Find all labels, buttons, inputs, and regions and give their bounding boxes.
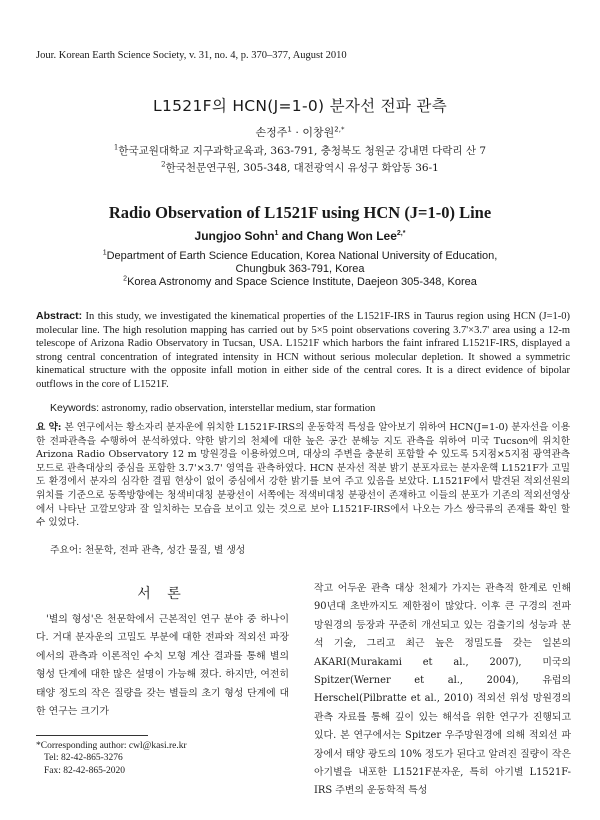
korean-abstract (36, 421, 570, 530)
author-separator: · (291, 126, 303, 139)
intro-right-column: 작고 어두운 관측 대상 천체가 가지는 관측적 한계로 인해 90년대 초반까지도 제한점이 많았다. 이후 큰 구경의 전파 망원경의 등장과 꾸준히 개선되고 있는 검출기의 성능과 분석 기술, 그리고 최근 높은 정밀도를 갖는 일본의 AKARI(Murakami et al., 2007), 미국의 Spitzer(Werner et al., 2004), 유럽의 Herschel(Pilbratte et al., 2010) 적외선 위성 망원경의 관측 자료를 통해 깊이 있는 해석을 위한 연구가 진행되고 있다. 본 연구에서는 Spitzer 우주망원경에 의해 적외선 파장에서 태양 광도의 10% 정도가 된다고 알려진 질량이 작은 아기별을 내포한 L1521F분자운, 특히 아기별 L1521F-IRS 주변의 운동학적 특성 (314, 583, 571, 797)
journal-citation: Jour. Korean Earth Science Society, v. 31, no. 4, p. 370–377, August 2010 (36, 50, 347, 61)
korean-affiliation-1-sup: 1 (113, 143, 119, 152)
korean-affiliation-1-text: 한국교원대학교 지구과학교육과, 363-791, 충청북도 청원군 강내면 다락리 산 7 (118, 145, 487, 157)
footnote-rule (36, 735, 148, 736)
korean-author-2-sup: 2,* (334, 125, 345, 134)
english-affiliation-1-line2: Chungbuk 363-791, Korea (235, 263, 365, 275)
english-affiliation-2-sup: 2 (123, 275, 128, 283)
korean-author-1: 손정주 (255, 126, 288, 139)
abstract-label: Abstract: (36, 310, 83, 322)
english-author-1: Jungjoo Sohn (194, 229, 275, 243)
keywords-text: astronomy, radio observation, interstellar medium, star formation (99, 403, 376, 414)
english-title: Radio Observation of L1521F using HCN (J=1-0) Line (108, 203, 492, 222)
english-author-2-sup: 2,* (396, 230, 406, 237)
english-affiliation-1-sup: 1 (102, 249, 107, 257)
section-heading-introduction: 서 론 (137, 586, 187, 602)
english-affiliation-1-line1 (0, 250, 600, 262)
keywords-label: Keywords: (50, 402, 100, 414)
fax: Fax: 82-42-865-2020 (44, 765, 126, 776)
english-author-2: Chang Won Lee (306, 229, 397, 243)
author-and: and (278, 229, 307, 243)
intro-left-column: '별의 형성'은 천문학에서 근본적인 연구 분야 중 하나이다. 거대 분자운의 고밀도 부분에 대한 전파와 적외선 파장에서의 관측과 이론적인 수치 모형 계산 결과를 통해 별의 형성 단계에 대한 많은 설명이 가능해 졌다. 하지만, 여전히 태양 정도의 작은 질량을 갖는 별들의 초기 형성 단계에 대한 연구는 크기가 (36, 614, 289, 718)
korean-abstract-text: 본 연구에서는 황소자리 분자운에 위치한 L1521F-IRS의 운동학적 특성을 알아보기 위하여 HCN(J=1-0) 분자선을 이용한 전파관측을 수행하여 분석하였다. 약한 밝기의 천체에 대한 높은 공간 분해능 지도 관측을 위하여 미국 Tucson에 위치한 Arizona Radio Observatory 12 m 망원경을 이용하였으며, 대상의 주변을 충분히 포함할 수 있도록 5지점×5지점 광역관측모드로 관측대상의 중심을 포함한 3.7'×3.7' 영역을 관측하였다. HCN 분자선 적분 밝기 분포자료는 분자운핵 L1521F가 고밀도 환경에서 분자의 심각한 결핍 현상이 없이 중심에서 강한 밝기를 보여 주고 있음을 보았다. L1521F에서 발견된 적외선원의 위치를 기준으로 동쪽방향에는 청색비대칭 분광선이 서쪽에는 적색비대칭 분광선이 존재하고 이들의 분포가 기존의 적외선영상에서 나타난 고깔모양과 잘 일치하는 모습을 보이고 있는 것으로 보아 L1521F-IRS에서 나오는 가스 쌍극류의 존재를 확인 할 수 있었다. (36, 422, 570, 529)
korean-author-2: 이창원 (302, 126, 335, 139)
korean-abstract-label: 요 약: (36, 422, 62, 433)
english-author-1-sup: 1 (274, 230, 279, 237)
abstract (36, 310, 570, 392)
korean-affiliation-2-sup: 2 (161, 160, 166, 169)
korean-author-1-sup: 1 (287, 125, 292, 134)
korean-keywords-text: 천문학, 전파 관측, 성간 물질, 별 생성 (81, 545, 246, 556)
korean-affiliation-1 (0, 143, 600, 158)
korean-affiliation-2-text: 한국천문연구원, 305-348, 대전광역시 유성구 화암동 36-1 (165, 162, 439, 174)
telephone: Tel: 82-42-865-3276 (44, 753, 123, 764)
korean-affiliation-2 (0, 160, 600, 175)
korean-keywords (50, 542, 245, 556)
korean-keywords-label: 주요어: (50, 545, 82, 556)
korean-title: L1521F의 HCN(J=1-0) 분자선 전파 관측 (153, 97, 447, 115)
english-authors (0, 229, 600, 243)
korean-authors (0, 124, 600, 140)
footnote (36, 740, 187, 777)
english-affiliation-1-text: Department of Earth Science Education, Korea National University of Education, (106, 250, 498, 262)
english-affiliation-2 (0, 276, 600, 288)
abstract-text: In this study, we investigated the kinematical properties of the L1521F-IRS in Taurus region using HCN (J=1-0) molecular line. The high resolution mapping has carried out by 5×5 point observations covering 3.7'×3.7' area using a 12-m telescope of Arizona Radio Observatory in Tucsan, USA. L1521F which harbors the faint infrared L1521F-IRS, displayed a strong central concentration of integrated intensity in HCN without serious molecular depletion. It showed a symmetric kinematical structure with the opposite infall motion in either side of the central cores. It is a direct evidence of bipolar outflows in the core of L1521F. (36, 311, 570, 390)
corresponding-author: *Corresponding author: cwl@kasi.re.kr (36, 741, 187, 751)
english-affiliation-2-text: Korea Astronomy and Space Science Institute, Daejeon 305-348, Korea (127, 276, 477, 288)
keywords (50, 402, 375, 414)
